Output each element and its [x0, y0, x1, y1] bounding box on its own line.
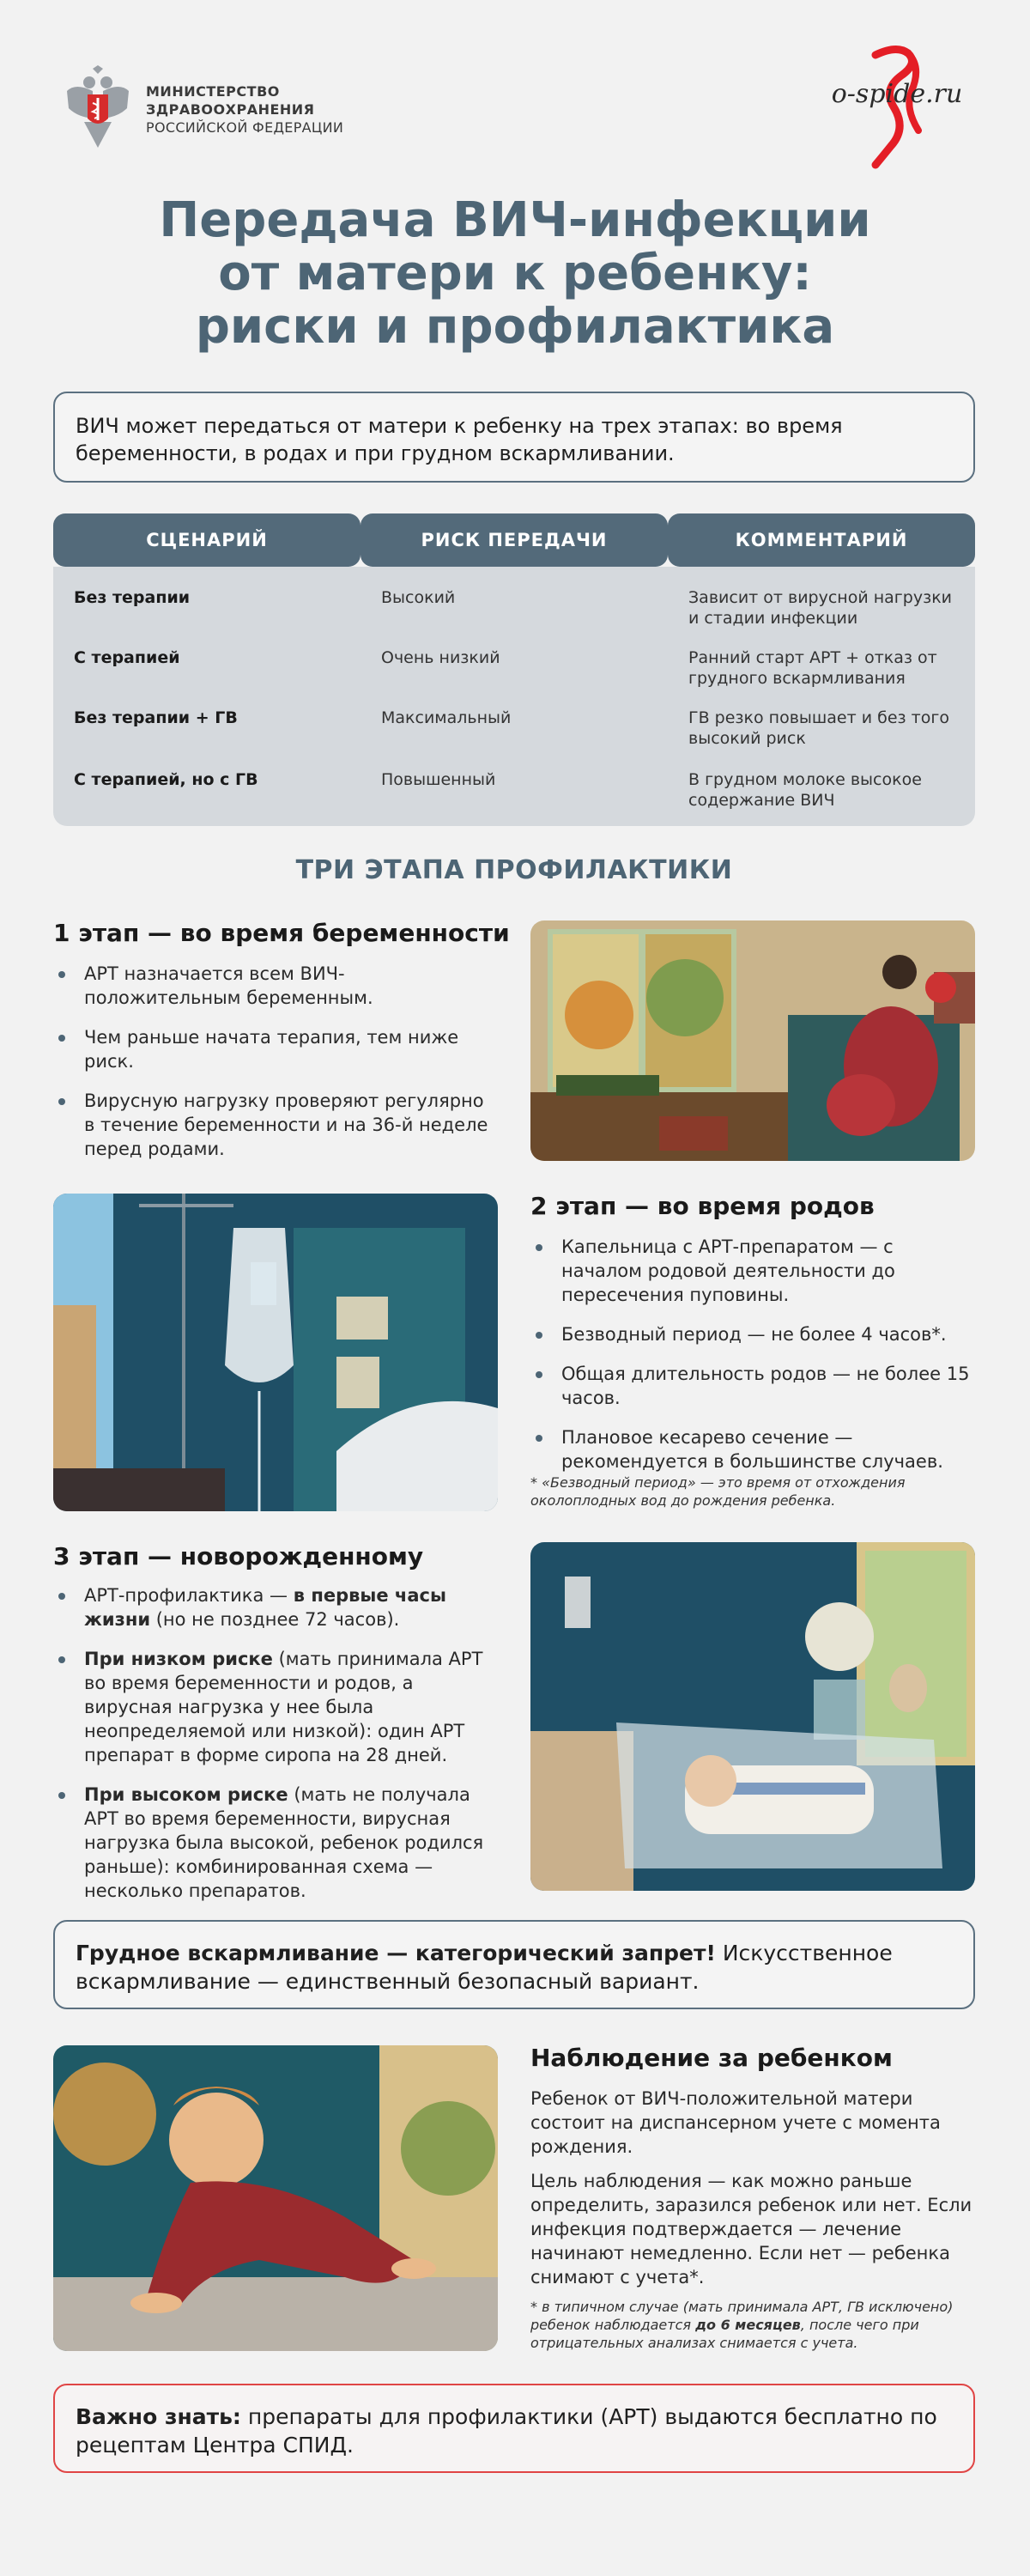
title-line2: от матери к ребенку:: [218, 246, 812, 301]
stage3-item1-prefix: АРТ-профилактика —: [84, 1585, 294, 1606]
list-item: Капельница с АРТ-препаратом — с началом родовой деятельности до пересечения пуповины.: [530, 1235, 977, 1307]
ministry-line1: МИНИСТЕРСТВО: [146, 83, 280, 100]
ban-rest: Искусственное вскармливание — единственный безопасный вариант.: [76, 1941, 893, 1994]
pregnant-woman-image: [530, 920, 975, 1161]
observation-footnote: [530, 2298, 977, 2352]
table-cell-comment: Ранний старт АРТ + отказ от грудного вскармливания: [688, 648, 937, 688]
important-bold: Важно знать:: [76, 2404, 241, 2429]
ministry-line3: РОССИЙСКОЙ ФЕДЕРАЦИИ: [146, 119, 344, 136]
stage2-footnote: * «Безводный период» — это время от отхождения околоплодных вод до рождения ребенка.: [530, 1474, 906, 1509]
table-header-scenario: СЦЕНАРИЙ: [53, 513, 360, 567]
title-line3: риски и профилактика: [195, 299, 835, 355]
table-cell-comment: Зависит от вирусной нагрузки и стадии инфекции: [688, 588, 953, 628]
iv-drip-image: [53, 1194, 498, 1511]
breastfeeding-ban-box: [53, 1920, 975, 2009]
newborn-image: [530, 1542, 975, 1891]
list-item: Плановое кесарево сечение — рекомендуется в большинстве случаев.: [530, 1425, 977, 1473]
ministry-name: [146, 82, 429, 137]
stage1-list: [53, 962, 500, 1176]
list-item: АРТ назначается всем ВИЧ-положительным беременным.: [53, 962, 500, 1010]
title-line1: Передача ВИЧ-инфекции: [159, 192, 871, 248]
stage1-title: 1 этап — во время беременности: [53, 919, 510, 947]
ban-bold: Грудное вскармливание — категорический запрет!: [76, 1941, 716, 1965]
stage3-item2-rest: (мать принимала АРТ во время беременности и родов, а вирусная нагрузка у нее была неопределяемой или низкой): один АРТ препарат в форме сиропа на 28 дней.: [84, 1649, 483, 1765]
stage3-item3-rest: (мать не получала АРТ во время беременности, вирусная нагрузка была высокой, ребенок родился раньше): комбинированная схема — несколько препаратов.: [84, 1784, 484, 1901]
obs-fn-prefix: * в типичном случае (мать принимала АРТ, ГВ исключено) ребенок наблюдается: [530, 2299, 954, 2333]
important-note-box: [53, 2384, 975, 2473]
list-item: Чем раньше начата терапия, тем ниже риск.: [53, 1025, 500, 1073]
table-header-comment: КОММЕНТАРИЙ: [668, 513, 975, 567]
table-cell-scenario: С терапией: [74, 648, 180, 667]
stage2-list: [530, 1235, 977, 1489]
table-cell-scenario: Без терапии: [74, 588, 191, 607]
observation-paragraph-1: Ребенок от ВИЧ-положительной матери состоит на диспансерном учете с момента рождения.: [530, 2088, 941, 2157]
risk-table-body: [53, 567, 975, 826]
list-item: [53, 1647, 500, 1767]
list-item: Общая длительность родов — не более 15 часов.: [530, 1362, 977, 1410]
stage3-item2-bold: При низком риске: [84, 1649, 273, 1669]
observation-paragraph-2: Цель наблюдения — как можно раньше определить, заразился ребенок или нет. Если инфекция подтверждается — лечение начинают немедленно. Если нет — ребенка снимают с учета*.: [530, 2171, 972, 2287]
table-cell-risk: Повышенный: [381, 770, 496, 789]
table-cell-scenario: Без терапии + ГВ: [74, 708, 238, 727]
table-cell-risk: Максимальный: [381, 708, 512, 727]
ministry-emblem-icon: [58, 65, 137, 151]
obs-fn-bold: до 6 месяцев: [695, 2317, 801, 2333]
intro-box: ВИЧ может передаться от матери к ребенку на трех этапах: во время беременности, в родах и при грудном вскармливании.: [53, 392, 975, 483]
crawling-child-image: [53, 2045, 498, 2351]
ministry-line2: ЗДРАВООХРАНЕНИЯ: [146, 101, 315, 118]
list-item: [53, 1783, 500, 1903]
important-rest: препараты для профилактики (АРТ) выдаются бесплатно по рецептам Центра СПИД.: [76, 2404, 937, 2458]
stage3-title: 3 этап — новорожденному: [53, 1542, 424, 1571]
table-cell-risk: Очень низкий: [381, 648, 500, 667]
list-item: Безводный период — не более 4 часов*.: [530, 1322, 977, 1346]
page-title: [69, 194, 961, 354]
observation-title: Наблюдение за ребенком: [530, 2044, 893, 2072]
brand-text: o-spide.ru: [831, 79, 963, 109]
table-cell-comment: В грудном молоке высокое содержание ВИЧ: [688, 770, 922, 810]
table-cell-scenario: С терапией, но с ГВ: [74, 770, 258, 789]
stage3-item1-suffix: (но не позднее 72 часов).: [150, 1609, 400, 1630]
stage3-item3-bold: При высоком риске: [84, 1784, 288, 1805]
stage2-title: 2 этап — во время родов: [530, 1192, 875, 1220]
stages-title: ТРИ ЭТАПА ПРОФИЛАКТИКИ: [295, 855, 733, 885]
table-cell-risk: Высокий: [381, 588, 456, 607]
table-cell-comment: ГВ резко повышает и без того высокий риск: [688, 708, 949, 748]
list-item: [53, 1583, 500, 1631]
list-item: Вирусную нагрузку проверяют регулярно в течение беременности и на 36-й неделе перед родами.: [53, 1089, 500, 1161]
stage3-item1-bold: в первые часы жизни: [84, 1585, 446, 1630]
brand-logo[interactable]: [815, 45, 978, 173]
stage3-list: [53, 1583, 500, 1918]
obs-fn-suffix: , после чего при отрицательных анализах снимается с учета.: [530, 2317, 919, 2351]
table-header-risk: РИСК ПЕРЕДАЧИ: [360, 513, 668, 567]
